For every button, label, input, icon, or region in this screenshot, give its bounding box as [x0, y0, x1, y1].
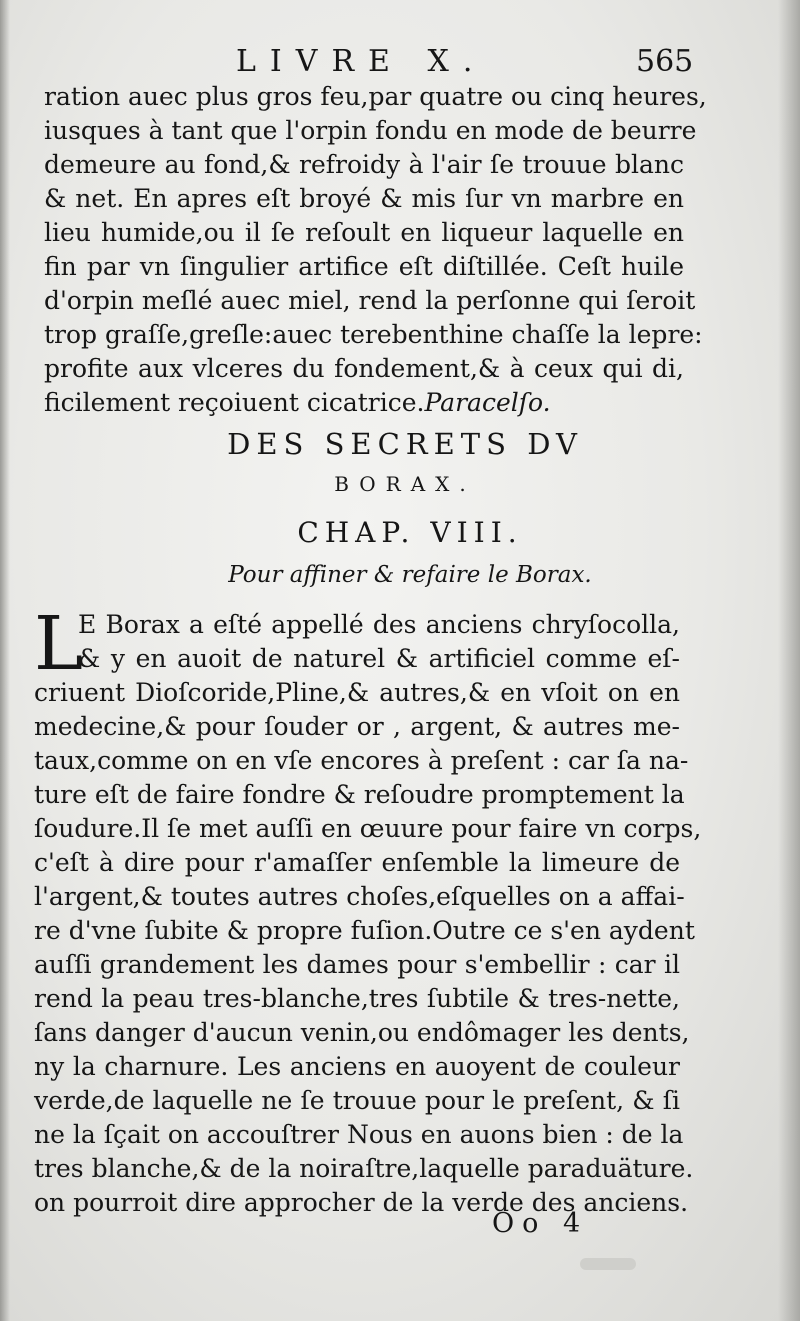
text-line: taux,comme on en vſe encores à preſent : car ſa na-	[34, 746, 689, 775]
text-line: criuent Dioſcoride,Pline,& autres,& en vſoit on en	[34, 678, 680, 707]
chapter-number: CHAP. VIII.	[297, 516, 523, 549]
chapter-title-line-2: BORAX.	[334, 472, 476, 496]
signature-mark: Oo 4	[492, 1208, 589, 1239]
text-line: ſans danger d'aucun venin,ou endômager les dents,	[34, 1018, 690, 1047]
continuation-text	[44, 80, 707, 420]
text-line: trop graſſe,greſle:auec terebenthine chaſſe la lepre:	[44, 320, 703, 349]
page-edge-shadow-left	[0, 0, 10, 1321]
text-line: d'orpin meſlé auec miel, rend la perſonne qui ſeroit	[44, 286, 696, 315]
text-line: tres blanche,& de la noiraſtre,laquelle paraduäture.	[34, 1154, 694, 1183]
text-line: ny la charnure. Les anciens en auoyent de couleur	[34, 1052, 680, 1081]
chapter-heading	[0, 424, 800, 504]
running-header	[0, 44, 800, 84]
text-line: re d'vne ſubite & propre fuſion.Outre ce s'en aydent	[34, 916, 695, 945]
text-line: lieu humide,ou il ſe reſoult en liqueur laquelle en	[44, 218, 684, 247]
page-number: 565	[636, 44, 694, 79]
text-line: medecine,& pour ſouder or , argent, & autres me-	[34, 712, 680, 741]
text-line: auſſi grandement les dames pour s'embellir : car il	[34, 950, 680, 979]
text-line: iusques à tant que l'orpin fondu en mode de beurre	[44, 116, 697, 145]
text-line: ne la ſçait on accouſtrer Nous en auons bien : de la	[34, 1120, 684, 1149]
text-line: & net. En apres eſt broyé & mis ſur vn marbre en	[44, 184, 684, 213]
text-line: demeure au fond,& refroidy à l'air ſe trouue blanc	[44, 150, 684, 179]
text-line-with-attribution	[44, 386, 684, 420]
chapter-paragraph	[34, 601, 702, 1220]
text-line: verde,de laquelle ne ſe trouue pour le preſent, & ſi	[34, 1086, 680, 1115]
text-line: & y en auoit de naturel & artificiel comme eſ-	[78, 644, 680, 673]
text-line: ſoudure.Il ſe met auſſi en œuure pour faire vn corps,	[34, 814, 702, 843]
chapter-title-line-1: DES SECRETS DV	[227, 427, 583, 461]
page-edge-shadow-right	[778, 0, 800, 1321]
text-line: c'eſt à dire pour r'amaſſer enſemble la limeure de	[34, 848, 680, 877]
text-line: on pourroit dire approcher de la verde des anciens.	[34, 1188, 689, 1217]
running-title: LIVRE X.	[236, 44, 487, 79]
text-line: profite aux vlceres du fondement,& à ceux qui di,	[44, 354, 684, 383]
drop-cap: L	[34, 601, 84, 687]
ink-smudge	[580, 1258, 636, 1270]
text-line: ration auec plus gros feu,par quatre ou cinq heures,	[44, 82, 707, 111]
text-line: l'argent,& toutes autres choſes,eſquelles on a affai-	[34, 882, 685, 911]
chapter-subtitle: Pour affiner & refaire le Borax.	[228, 562, 592, 588]
text-line: ficilement reçoiuent cicatrice.	[44, 388, 425, 417]
text-line: ture eſt de faire fondre & reſoudre promptement la	[34, 780, 685, 809]
text-line: rend la peau tres-blanche,tres ſubtile & tres-nette,	[34, 984, 680, 1013]
text-line: fin par vn ſingulier artifice eſt diſtillée. Ceſt huile	[44, 252, 684, 281]
attribution: Paracelſo.	[424, 388, 551, 417]
text-line: E Borax a eſté appellé des anciens chryſocolla,	[78, 610, 680, 639]
